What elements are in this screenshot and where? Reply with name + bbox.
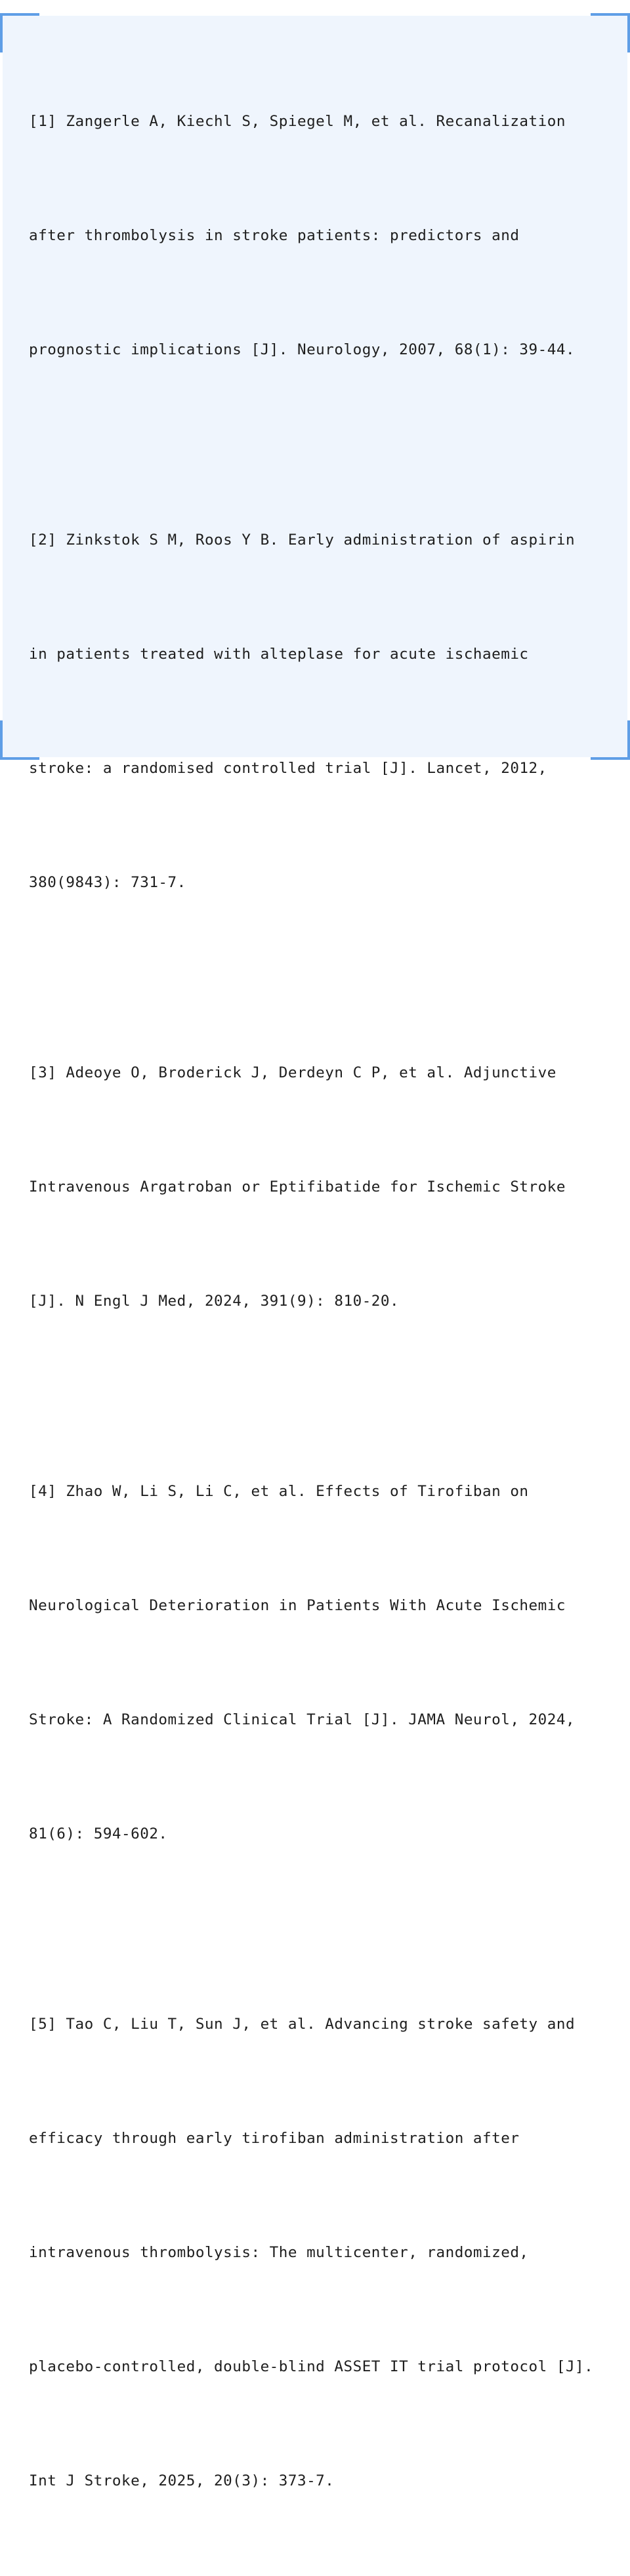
reference-line: prognostic implications [J]. Neurology, 2007, 68(1): 39-44. xyxy=(29,341,576,358)
reference-list xyxy=(29,26,606,2576)
reference-line: Neurological Deterioration in Patients With Acute Ischemic xyxy=(29,1597,566,1614)
reference-line: 81(6): 594-602. xyxy=(29,1825,168,1842)
reference-line: efficacy through early tirofiban administration after xyxy=(29,2130,520,2147)
reference-item-4 xyxy=(29,1396,606,1929)
reference-item-2 xyxy=(29,445,606,978)
reference-line: [5] Tao C, Liu T, Sun J, et al. Advancing stroke safety and xyxy=(29,2016,576,2033)
reference-line: Int J Stroke, 2025, 20(3): 373-7. xyxy=(29,2472,335,2489)
reference-line: Stroke: A Randomized Clinical Trial [J]. JAMA Neurol, 2024, xyxy=(29,1711,576,1728)
reference-line: intravenous thrombolysis: The multicenter, randomized, xyxy=(29,2244,529,2261)
reference-line: stroke: a randomised controlled trial [J]. Lancet, 2012, xyxy=(29,760,547,777)
reference-line: after thrombolysis in stroke patients: predictors and xyxy=(29,227,520,244)
reference-line: [3] Adeoye O, Broderick J, Derdeyn C P, et al. Adjunctive xyxy=(29,1064,556,1081)
reference-item-3 xyxy=(29,978,606,1396)
reference-line: [4] Zhao W, Li S, Li C, et al. Effects of Tirofiban on xyxy=(29,1483,529,1500)
reference-line: placebo-controlled, double-blind ASSET IT trial protocol [J]. xyxy=(29,2358,594,2375)
reference-line: [J]. N Engl J Med, 2024, 391(9): 810-20. xyxy=(29,1293,400,1310)
reference-line: [1] Zangerle A, Kiechl S, Spiegel M, et al. Recanalization xyxy=(29,113,566,130)
reference-item-1 xyxy=(29,26,606,445)
reference-line: [2] Zinkstok S M, Roos Y B. Early administration of aspirin xyxy=(29,531,576,549)
reference-line: 380(9843): 731-7. xyxy=(29,874,186,891)
reference-line: Intravenous Argatroban or Eptifibatide for Ischemic Stroke xyxy=(29,1178,566,1195)
reference-line: in patients treated with alteplase for acute ischaemic xyxy=(29,646,529,663)
reference-item-5 xyxy=(29,1929,606,2576)
